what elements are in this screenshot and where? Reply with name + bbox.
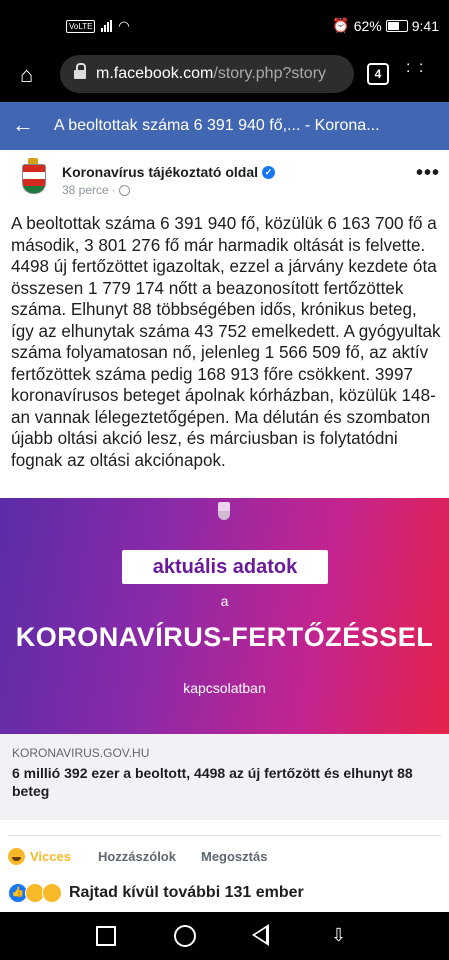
status-bar (0, 0, 449, 50)
page-name[interactable] (62, 164, 275, 180)
battery-percent: 62% (353, 17, 382, 34)
notification-down-icon[interactable]: ⇩ (331, 925, 347, 945)
reactions-summary[interactable] (0, 878, 449, 908)
url-host: m.facebook.com (96, 65, 214, 82)
coat-of-arms-icon (22, 164, 46, 194)
link-title: 6 millió 392 ezer a beoltott, 4498 az új fertőzött és elhunyt 88 beteg (12, 765, 413, 799)
lock-icon (74, 68, 86, 80)
reaction-button[interactable] (8, 848, 71, 865)
link-domain: KORONAVIRUS.GOV.HU (12, 746, 150, 760)
page-title: A beoltottak száma 6 391 940 fő,... - Korona... (54, 117, 380, 134)
banner-headline: KORONAVÍRUS-FERTŐZÉSSEL (15, 622, 434, 652)
comment-button[interactable]: Hozzászólok (97, 848, 176, 864)
url-path: /story.php?story (213, 65, 327, 82)
haha-emoji-icon (8, 848, 25, 865)
volte-icon: VoLTE (66, 20, 95, 33)
link-preview[interactable] (0, 734, 449, 820)
share-button[interactable]: Megosztás (200, 848, 268, 864)
post-actions (0, 836, 449, 876)
tab-switcher-button[interactable]: 4 (367, 63, 389, 85)
browser-menu-icon[interactable]: : : (406, 59, 426, 76)
page-name-text[interactable]: Koronavírus tájékoztató oldal (62, 164, 259, 180)
haha-reaction-icon (42, 883, 62, 903)
dot-separator: · (111, 183, 116, 197)
back-arrow-icon[interactable]: ← (12, 112, 34, 137)
recents-icon[interactable] (96, 926, 116, 946)
globe-icon (119, 185, 130, 196)
reaction-label: Vicces (30, 848, 71, 864)
like-reaction-icon: 👍 (8, 883, 28, 903)
wifi-icon: ◠ (118, 18, 130, 33)
signal-icon (101, 20, 112, 32)
reaction-icons (8, 883, 59, 903)
banner-a: a (220, 593, 229, 609)
battery-icon (386, 20, 408, 32)
nav-back-icon[interactable] (252, 924, 269, 946)
verified-icon: ✓ (262, 166, 275, 179)
address-bar[interactable] (60, 55, 354, 93)
avatar[interactable] (20, 160, 46, 196)
post-time (62, 183, 130, 197)
alarm-icon: ⏰ (332, 17, 350, 33)
clock: 9:41 (411, 17, 439, 34)
reactions-text: Rajtad kívül további 131 ember (69, 884, 304, 901)
status-left (66, 18, 130, 34)
crown-icon (28, 158, 38, 164)
post-header (0, 150, 449, 206)
more-options-icon[interactable]: ••• (416, 162, 441, 184)
browser-toolbar (0, 50, 449, 102)
home-circle-icon[interactable] (174, 925, 196, 947)
banner-pill: aktuális adatok (122, 550, 328, 584)
post-time-text[interactable]: 38 perce (62, 183, 109, 197)
link-image[interactable] (0, 498, 449, 734)
facebook-header (0, 102, 449, 150)
banner-subline: kapcsolatban (183, 680, 266, 696)
system-nav-bar (0, 912, 449, 960)
coat-of-arms-icon (218, 502, 230, 520)
home-icon[interactable]: ⌂ (20, 62, 34, 87)
post-body: A beoltottak száma 6 391 940 fő, közülük 6 163 700 fő a második, 3 801 276 fő már harmadik oltását is felvette. 4498 új fertőzöttet igazoltak, ezzel a járvány kezdete óta összesen 1 779 174 nőtt a beazonosított fertőzöttek száma. Elhunyt 88 többségében idős, krónikus beteg, így az elhunytak száma 43 752 emelkedett. A gyógyultak száma folyamatosan nő, jelenleg 1 566 509 fő, az aktív fertőzöttek száma pedig 168 913 főre csökkent. 3997 koronavírusos beteget ápolnak kórházban, közülük 148-an vannak lélegeztetőgépen. Ma délután és szombaton újabb oltási akció lesz, és márciusban is folytatódni fognak az oltási akciónapok. (11, 214, 441, 470)
status-right (332, 17, 439, 34)
